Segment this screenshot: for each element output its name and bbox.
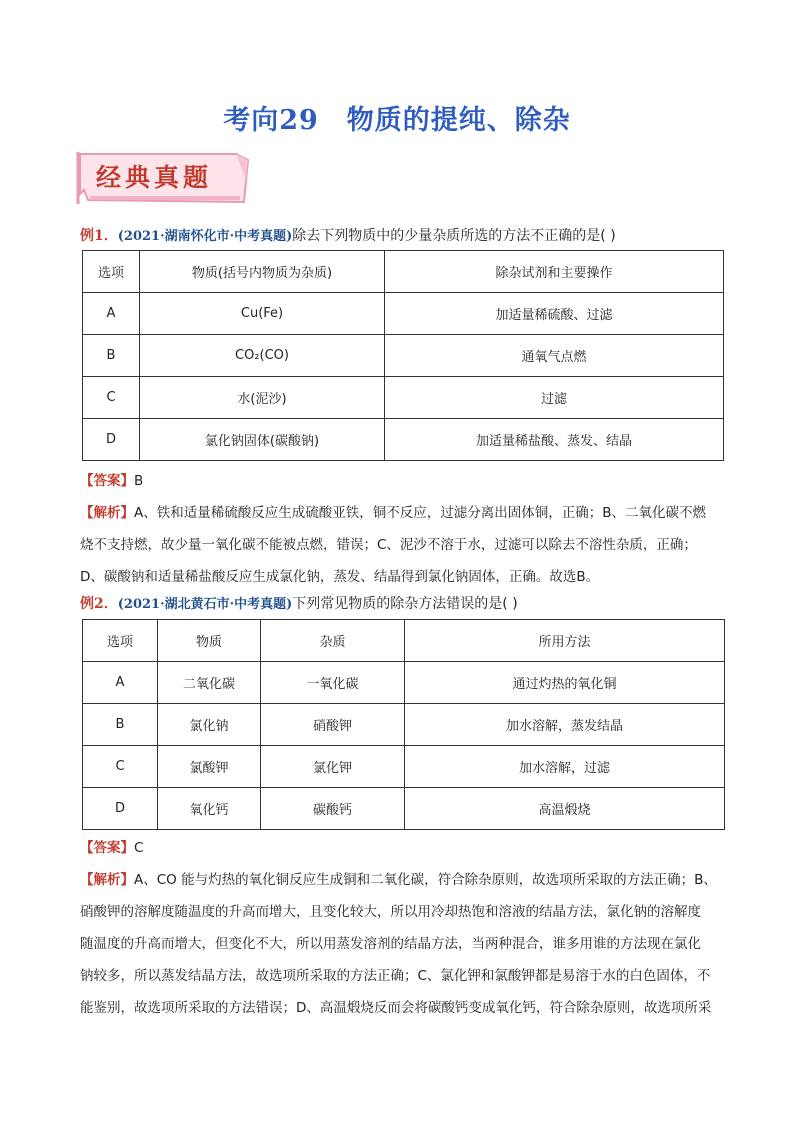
- table-header-row: [83, 620, 725, 662]
- table-row: [83, 293, 724, 335]
- table-row: [83, 746, 725, 788]
- cell: 二氧化碳: [158, 662, 261, 704]
- example1-label: 例1．: [80, 228, 118, 244]
- analysis-tag: 【解析】: [80, 872, 134, 888]
- header-cell: 杂质: [261, 620, 405, 662]
- cell: 水(泥沙): [140, 377, 385, 419]
- page-title: [0, 98, 794, 137]
- analysis-line: 能鉴别，故选项所采取的方法错误；D、高温煅烧反而会将碳酸钙变成氧化钙，符合除杂原则，故选项所采: [80, 1000, 712, 1016]
- cell: 加水溶解，蒸发结晶: [405, 704, 725, 746]
- cell: 加水溶解，过滤: [405, 746, 725, 788]
- header-cell: 选项: [83, 620, 158, 662]
- cell: B: [83, 335, 140, 377]
- table-row: [83, 704, 725, 746]
- example1-question: [80, 226, 616, 247]
- example2-table: [82, 619, 725, 830]
- cell: C: [83, 377, 140, 419]
- answer-value: B: [134, 473, 144, 489]
- analysis-line: 【解析】A、CO 能与灼热的氧化铜反应生成铜和二氧化碳，符合除杂原则，故选项所采取的方法正确；B、: [80, 872, 717, 888]
- example1-answer: [80, 465, 725, 497]
- example2-label: 例2．: [80, 596, 118, 612]
- cell: CO₂(CO): [140, 335, 385, 377]
- cell: A: [83, 293, 140, 335]
- cell: D: [83, 419, 140, 461]
- example2-text: 下列常见物质的除杂方法错误的是( ): [292, 596, 518, 612]
- cell: 加适量稀盐酸、蒸发、结晶: [385, 419, 724, 461]
- cell: 碳酸钙: [261, 788, 405, 830]
- analysis-line: 烧不支持燃，故少量一氧化碳不能被点燃，错误；C、泥沙不溶于水，过滤可以除去不溶性杂质，正确；: [80, 537, 697, 553]
- header-cell: 选项: [83, 251, 140, 293]
- example2-source: (2021·湖北黄石市·中考真题): [117, 597, 293, 612]
- cell: B: [83, 704, 158, 746]
- table-row: [83, 335, 724, 377]
- header-cell: 除杂试剂和主要操作: [385, 251, 724, 293]
- banner-label: 经典真题: [96, 163, 213, 192]
- cell: A: [83, 662, 158, 704]
- header-cell: 物质(括号内物质为杂质): [140, 251, 385, 293]
- header-cell: 物质: [158, 620, 261, 662]
- analysis-tag: 【解析】: [80, 505, 134, 521]
- cell: C: [83, 746, 158, 788]
- cell: 一氧化碳: [261, 662, 405, 704]
- example2-answer: [80, 832, 725, 864]
- cell: 氯酸钾: [158, 746, 261, 788]
- header-cell: 所用方法: [405, 620, 725, 662]
- analysis-line: D、碳酸钠和适量稀盐酸反应生成氯化钠，蒸发、结晶得到氯化钠固体，正确。故选B。: [80, 569, 600, 585]
- example1-source: (2021·湖南怀化市·中考真题): [117, 229, 293, 244]
- cell: 氯化钠: [158, 704, 261, 746]
- table-row: [83, 419, 724, 461]
- answer-tag: 【答案】: [80, 840, 134, 856]
- example1-text: 除去下列物质中的少量杂质所选的方法不正确的是( ): [292, 228, 616, 244]
- cell: D: [83, 788, 158, 830]
- example1-analysis: [80, 497, 725, 593]
- example2-analysis: [80, 864, 725, 1024]
- title-prefix: 考向29: [223, 105, 319, 136]
- cell: 通氧气点燃: [385, 335, 724, 377]
- table-row: [83, 662, 725, 704]
- cell: Cu(Fe): [140, 293, 385, 335]
- analysis-line: 钠较多，所以蒸发结晶方法，故选项所采取的方法正确；C、氯化钾和氯酸钾都是易溶于水的白色固体，不: [80, 968, 711, 984]
- example1-table: [82, 250, 724, 461]
- analysis-line: 硝酸钾的溶解度随温度的升高而增大，且变化较大，所以用冷却热饱和溶液的结晶方法，氯化钠的溶解度: [80, 904, 701, 920]
- table-header-row: [83, 251, 724, 293]
- cell: 通过灼热的氧化铜: [405, 662, 725, 704]
- cell: 加适量稀硫酸、过滤: [385, 293, 724, 335]
- cell: 氯化钾: [261, 746, 405, 788]
- cell: 氧化钙: [158, 788, 261, 830]
- answer-tag: 【答案】: [80, 473, 134, 489]
- cell: 高温煅烧: [405, 788, 725, 830]
- answer-value: C: [134, 840, 144, 856]
- title-main: 物质的提纯、除杂: [346, 105, 571, 136]
- analysis-line: 【解析】A、铁和适量稀硫酸反应生成硫酸亚铁，铜不反应，过滤分离出固体铜，正确；B、二氧化碳不燃: [80, 505, 706, 521]
- cell: 过滤: [385, 377, 724, 419]
- table-row: [83, 377, 724, 419]
- cell: 硝酸钾: [261, 704, 405, 746]
- cell: 氯化钠固体(碳酸钠): [140, 419, 385, 461]
- analysis-line: 随温度的升高而增大，但变化不大，所以用蒸发溶剂的结晶方法，当两种混合，谁多用谁的方法现在氯化: [80, 936, 701, 952]
- example2-question: [80, 594, 518, 615]
- table-row: [83, 788, 725, 830]
